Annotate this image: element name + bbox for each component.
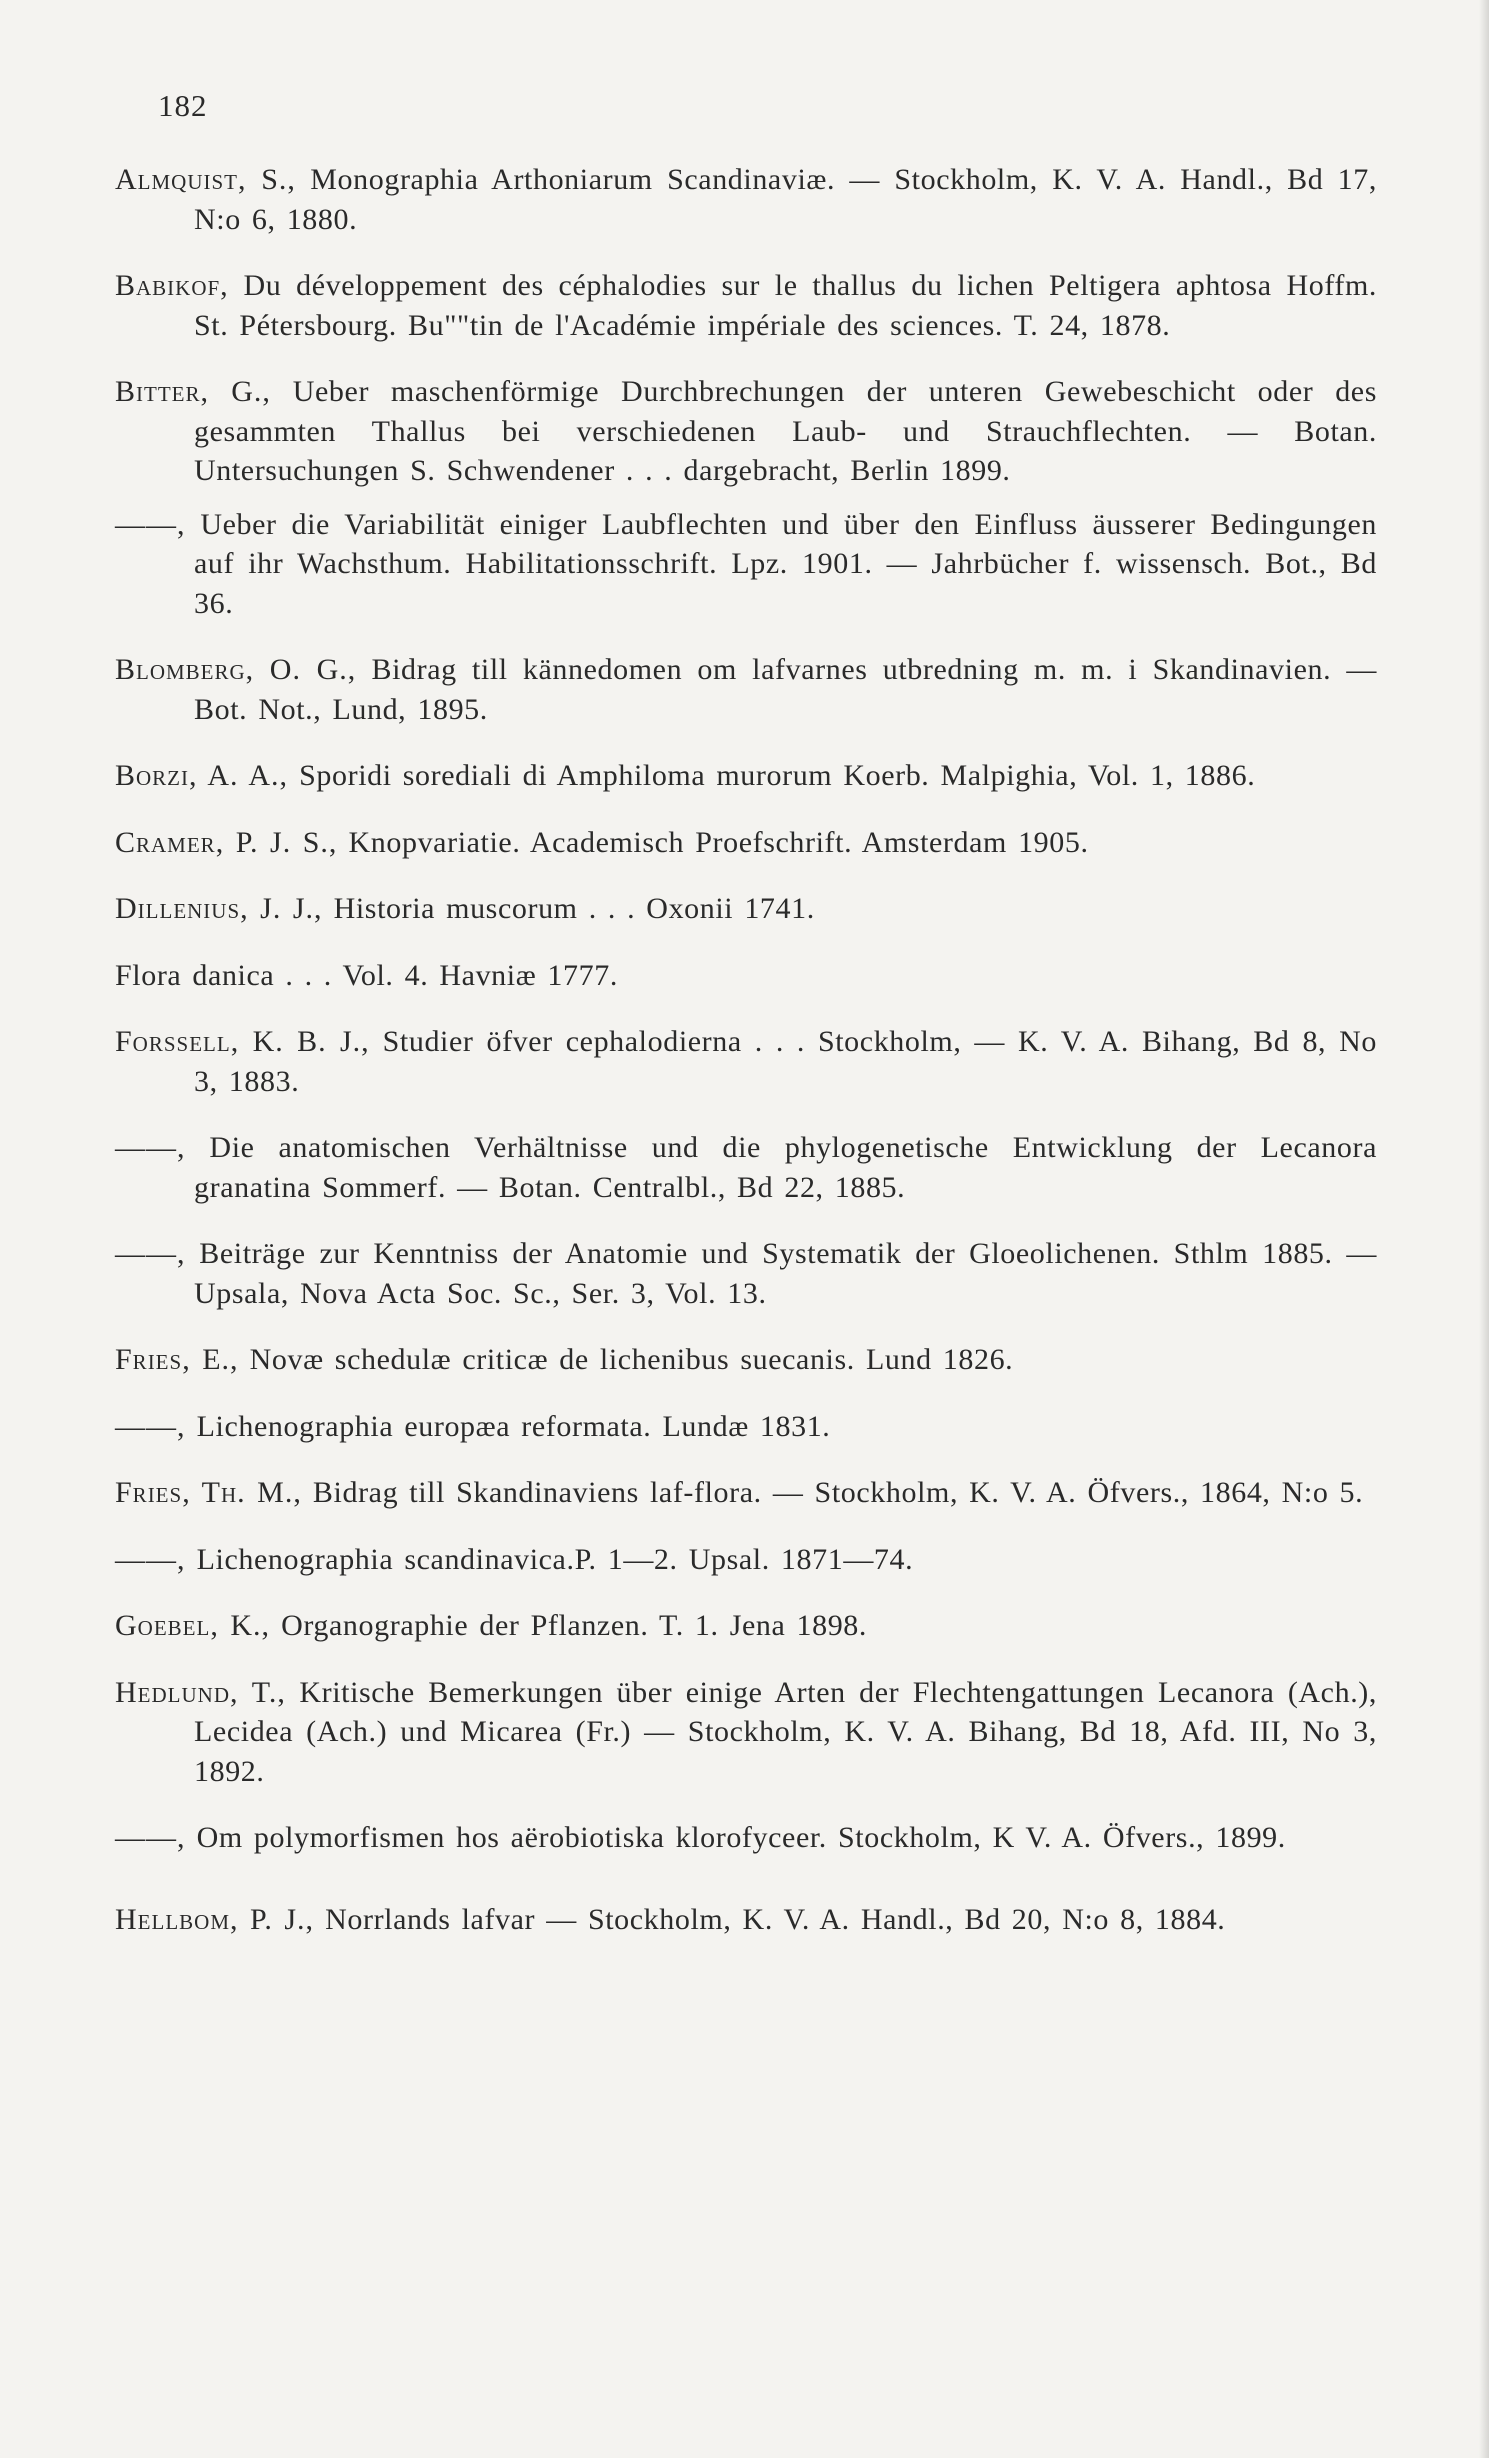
- entry-text: Du développement des céphalodies sur le thallus du lichen Peltigera aphtosa Hoffm. St. Pétersbourg. Bu""tin de l'Académie impériale des sciences. T. 24, 1878.: [194, 269, 1377, 342]
- entry-author: ——,: [115, 1237, 186, 1270]
- entry-author: Fries, E.,: [115, 1343, 239, 1376]
- entry-author: Bitter, G.,: [115, 375, 271, 408]
- bibliography-entry: [115, 1473, 1377, 1513]
- bibliography-entry: [115, 266, 1377, 345]
- bibliography-entry: [115, 372, 1377, 491]
- entry-text: Historia muscorum . . . Oxonii 1741.: [322, 892, 815, 925]
- entry-text: Lichenographia europæa reformata. Lundæ 1831.: [185, 1409, 831, 1443]
- entry-text: Om polymorfismen hos aërobiotiska klorofyceer. Stockholm, K V. A. Öfvers., 1899.: [185, 1821, 1286, 1854]
- bibliography-entry: [115, 756, 1377, 796]
- entry-text: Studier öfver cephalodierna . . . Stockholm, — K. V. A. Bihang, Bd 8, No 3, 1883.: [194, 1025, 1377, 1098]
- entry-author: Dillenius, J. J.,: [115, 892, 323, 925]
- bibliography-entry: [115, 1128, 1377, 1207]
- entry-author: ——,: [115, 1821, 186, 1854]
- entry-author: Hedlund, T.,: [115, 1675, 286, 1709]
- bibliography-entry: [115, 1606, 1377, 1646]
- entry-author: ——,: [115, 1542, 186, 1576]
- entry-text: Monographia Arthoniarum Scandinaviæ. — Stockholm, K. V. A. Handl., Bd 17, N:o 6, 1880.: [194, 163, 1377, 236]
- bibliography-entry: [115, 1900, 1377, 1940]
- bibliography-entry: [115, 1407, 1377, 1447]
- bibliography-entry: [115, 160, 1377, 239]
- bibliography-entry: [115, 823, 1377, 863]
- entry-text: Kritische Bemerkungen über einige Arten der Flechtengattungen Lecanora (Ach.), Lecidea (Ach.) und Micarea (Fr.) — Stockholm, K. V. A. Bihang, Bd 18, Afd. III, No 3, 1892.: [194, 1675, 1377, 1788]
- entry-text: Norrlands lafvar — Stockholm, K. V. A. Handl., Bd 20, N:o 8, 1884.: [314, 1902, 1226, 1936]
- entry-text: Organographie der Pflanzen. T. 1. Jena 1898.: [270, 1609, 868, 1642]
- entry-author: Goebel, K.,: [115, 1609, 270, 1642]
- entry-author: Almquist, S.,: [115, 163, 296, 196]
- bibliography-entry: [115, 1022, 1377, 1101]
- entry-text: Bidrag till kännedomen om lafvarnes utbredning m. m. i Skandinavien. — Bot. Not., Lund, 1895.: [194, 653, 1377, 726]
- bibliography-entry: [115, 1340, 1377, 1380]
- bibliography-entry: [115, 505, 1377, 624]
- entry-text: Sporidi sorediali di Amphiloma murorum Koerb. Malpighia, Vol. 1, 1886.: [288, 759, 1256, 792]
- entry-author: Forssell, K. B. J.,: [115, 1025, 370, 1058]
- entry-author: ——,: [115, 1131, 186, 1164]
- entry-author: ——,: [115, 1409, 186, 1443]
- entry-author: Hellbom, P. J.,: [115, 1902, 315, 1936]
- bibliography-entry: [115, 650, 1377, 729]
- entry-author: Blomberg, O. G.,: [115, 653, 357, 686]
- bibliography-entry: [115, 1234, 1377, 1313]
- entry-text: Bidrag till Skandinaviens laf-flora. — Stockholm, K. V. A. Öfvers., 1864, N:o 5.: [301, 1476, 1364, 1509]
- entry-author: Fries, Th. M.,: [115, 1476, 302, 1509]
- entry-text: Beiträge zur Kenntniss der Anatomie und Systematik der Gloeolichenen. Sthlm 1885. — Upsala, Nova Acta Soc. Sc., Ser. 3, Vol. 13.: [185, 1237, 1377, 1310]
- entry-author: Cramer, P. J. S.,: [115, 825, 338, 859]
- page-edge-shadow: [1479, 0, 1489, 2458]
- entry-text: Lichenographia scandinavica.P. 1—2. Upsal. 1871—74.: [185, 1542, 914, 1576]
- entry-author: ——,: [115, 507, 186, 541]
- bibliography-entry: [115, 1540, 1377, 1580]
- bibliography-list: [115, 160, 1377, 1939]
- entry-text: Knopvariatie. Academisch Proefschrift. Amsterdam 1905.: [337, 825, 1089, 859]
- bibliography-entry: [115, 889, 1377, 929]
- bibliography-entry: [115, 956, 1377, 996]
- bibliography-entry: [115, 1818, 1377, 1858]
- entry-author: Borzi, A. A.,: [115, 759, 289, 792]
- page-number: 182: [158, 88, 208, 123]
- entry-text: Ueber maschenförmige Durchbrechungen der unteren Gewebeschicht oder des gesammten Thallus bei verschiedenen Laub- und Strauchflechten. — Botan. Untersuchungen S. Schwendener . . . dargebracht, Berlin 1899.: [194, 375, 1377, 487]
- entry-text: Flora danica . . . Vol. 4. Havniæ 1777.: [115, 958, 618, 992]
- bibliography-entry: [115, 1673, 1377, 1792]
- entry-text: Ueber die Variabilität einiger Laubflechten und über den Einfluss äusserer Bedingungen auf ihr Wachsthum. Habilitationsschrift. Lpz. 1901. — Jahrbücher f. wissensch. Bot., Bd 36.: [185, 507, 1377, 620]
- entry-text: Die anatomischen Verhältnisse und die phylogenetische Entwicklung der Lecanora granatina Sommerf. — Botan. Centralbl., Bd 22, 1885.: [185, 1131, 1377, 1204]
- entry-author: Babikof,: [115, 269, 229, 302]
- entry-text: Novæ schedulæ criticæ de lichenibus suecanis. Lund 1826.: [238, 1343, 1014, 1376]
